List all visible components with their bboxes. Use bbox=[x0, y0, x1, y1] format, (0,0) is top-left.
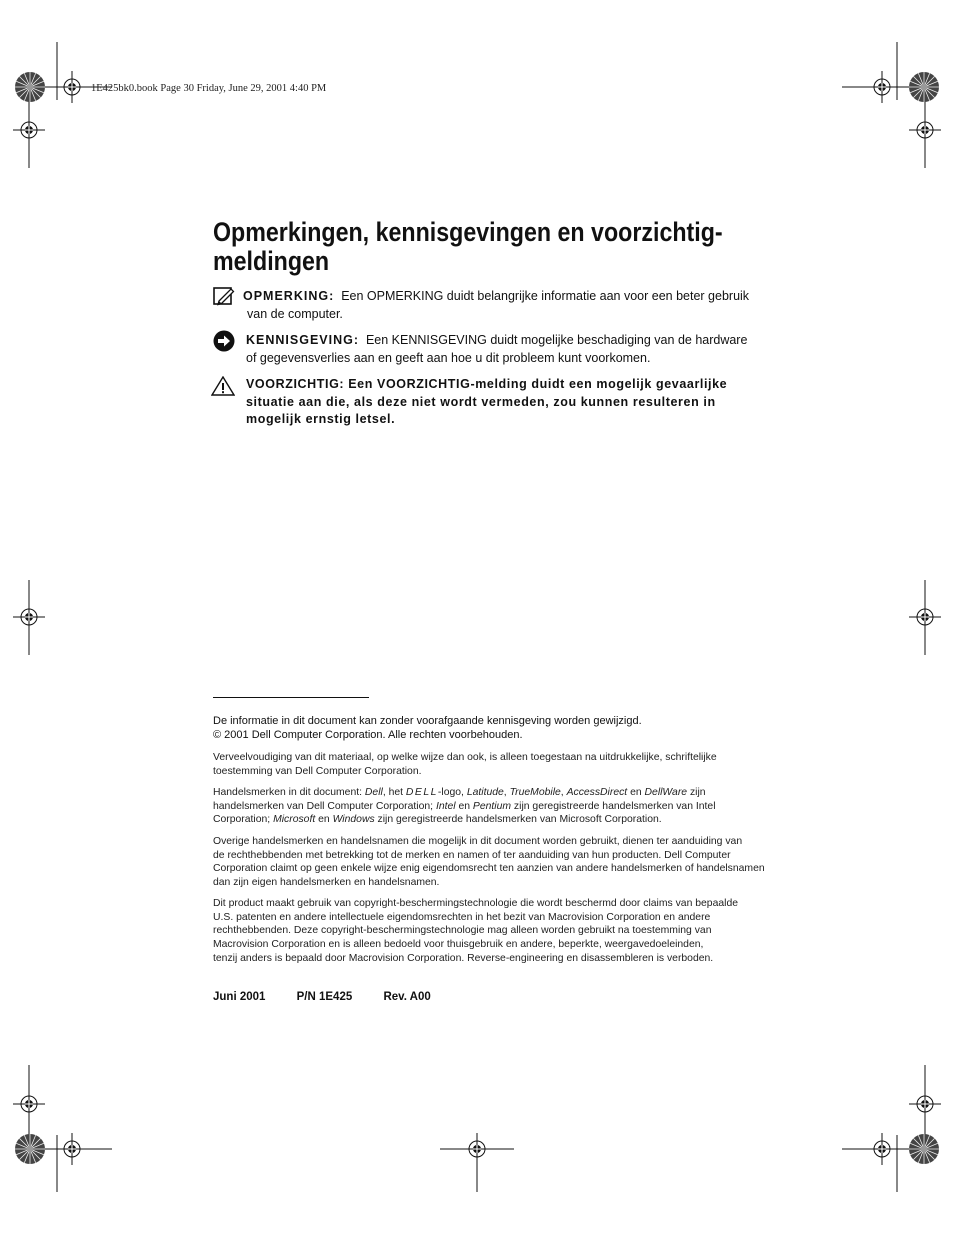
tm-microsoft: Microsoft bbox=[273, 814, 316, 826]
tm-text: , het bbox=[382, 787, 406, 798]
reproduction-line-1: Verveelvoudiging van dit materiaal, op welke wijze dan ook, is alleen toegestaan na uitdrukkelijke, schriftelijke bbox=[213, 752, 717, 763]
copyright-line: © 2001 Dell Computer Corporation. Alle rechten voorbehouden. bbox=[213, 728, 523, 741]
copy-protection-line-1: Dit product maakt gebruik van copyright-beschermingstechnologie die wordt beschermd door claims van bepaalde bbox=[213, 898, 739, 909]
tm-text: -logo, bbox=[437, 787, 467, 798]
tm-text: en bbox=[315, 814, 333, 826]
footer-part-number: P/N 1E425 bbox=[296, 991, 353, 1003]
trademarks-line-1 bbox=[213, 786, 813, 800]
tm-pentium: Pentium bbox=[472, 800, 512, 812]
copy-protection-line-3: rechthebbenden. Deze copyright-beschermingstechnologie mag alleen worden gebruikt na toestemming van bbox=[213, 925, 712, 937]
reproduction-notice bbox=[213, 751, 813, 778]
footer-date: Juni 2001 bbox=[213, 991, 266, 1003]
caution-voorzichtig bbox=[213, 376, 793, 429]
copy-protection-line-4: Macrovision Corporation en is alleen bedoeld voor thuisgebruik en andere, beperkte, weergavedoeleinden, bbox=[213, 939, 704, 951]
tm-text: zijn geregistreerde handelsmerken van Intel bbox=[511, 800, 716, 812]
note-label: OPMERKING: bbox=[243, 289, 335, 303]
tm-intel: Intel bbox=[435, 800, 456, 812]
tm-text: zijn geregistreerde handelsmerken van Microsoft Corporation. bbox=[374, 814, 662, 826]
tm-text: en bbox=[627, 787, 645, 798]
footer-revision: Rev. A00 bbox=[383, 991, 431, 1003]
caution-text-line-1: VOORZICHTIG: Een VOORZICHTIG-melding duidt een mogelijk gevaarlijke bbox=[246, 377, 728, 391]
tm-text: Corporation; bbox=[213, 814, 274, 826]
note-text-line-2: van de computer. bbox=[247, 306, 343, 321]
other-trademarks-notice bbox=[213, 835, 813, 890]
trademarks-line-3 bbox=[213, 813, 813, 827]
caution-text-line-3: mogelijk ernstig letsel. bbox=[246, 412, 396, 426]
copy-protection-line-2: U.S. patenten en andere intellectuele eigendomsrechten in het bezit van Macrovision Corporation en andere bbox=[213, 911, 711, 923]
page-title bbox=[213, 218, 746, 276]
info-change-notice: De informatie in dit document kan zonder voorafgaande kennisgeving worden gewijzigd. bbox=[213, 715, 642, 727]
warning-triangle-icon bbox=[211, 376, 235, 396]
tm-text: en bbox=[455, 800, 473, 812]
notice-text-line-1: Een KENNISGEVING duidt mogelijke beschadiging van de hardware bbox=[365, 333, 748, 347]
footnote-divider bbox=[213, 697, 369, 698]
tm-dell: Dell bbox=[364, 787, 383, 798]
trademarks-line-2 bbox=[213, 800, 813, 814]
other-tm-line-3: Corporation claimt op geen enkele wijze enig eigendomsrecht ten aanzien van andere handelsmerken of handelsnamen bbox=[213, 863, 765, 875]
note-opmerking bbox=[213, 288, 793, 323]
tm-latitude: Latitude bbox=[466, 787, 504, 798]
other-tm-line-2: de rechthebbenden met betrekking tot de merken en namen of ter aanduiding van hun producten. Dell Computer bbox=[213, 849, 731, 861]
tm-text: , bbox=[560, 787, 567, 798]
caution-text-line-2: situatie aan die, als deze niet wordt vermeden, zou kunnen resulteren in bbox=[246, 394, 716, 409]
copy-protection-line-5: tenzij anders is bepaald door Macrovision Corporation. Reverse-engineering en disassembleren is verboden. bbox=[213, 952, 714, 964]
print-header: 1E425bk0.book Page 30 Friday, June 29, 2001 4:40 PM bbox=[91, 83, 327, 94]
arrow-circle-icon bbox=[213, 330, 235, 352]
tm-dellware: DellWare bbox=[644, 787, 688, 798]
trademarks-notice bbox=[213, 786, 813, 827]
tm-text: handelsmerken van Dell Computer Corporation; bbox=[213, 800, 436, 812]
notice-kennisgeving bbox=[213, 332, 793, 367]
other-tm-line-1: Overige handelsmerken en handelsnamen die mogelijk in dit document worden gebruikt, dienen ter aanduiding van bbox=[213, 836, 743, 847]
tm-windows: Windows bbox=[332, 814, 375, 826]
legal-info bbox=[213, 715, 813, 742]
page-title-line-1: Opmerkingen, kennisgevingen en voorzichtig- bbox=[213, 217, 723, 247]
tm-text: , bbox=[503, 787, 510, 798]
notice-text-line-2: of gegevensverlies aan en geeft aan hoe u dit probleem kunt voorkomen. bbox=[246, 350, 651, 365]
page-title-line-2: meldingen bbox=[213, 246, 330, 276]
tm-text: Handelsmerken in dit document: bbox=[213, 787, 365, 798]
tm-dell-logo: DELL bbox=[405, 787, 438, 798]
tm-accessdirect: AccessDirect bbox=[566, 787, 628, 798]
tm-truemobile: TrueMobile bbox=[509, 787, 561, 798]
other-tm-line-4: dan zijn eigen handelsmerken en handelsnamen. bbox=[213, 877, 440, 889]
reproduction-line-2: toestemming van Dell Computer Corporation. bbox=[213, 765, 422, 777]
note-text-line-1: Een OPMERKING duidt belangrijke informatie aan voor een beter gebruik bbox=[341, 289, 750, 303]
tm-text: zijn bbox=[687, 787, 706, 798]
copy-protection-notice bbox=[213, 897, 813, 966]
document-footer bbox=[213, 991, 459, 1003]
notice-label: KENNISGEVING: bbox=[246, 333, 360, 347]
pencil-note-icon bbox=[213, 287, 235, 307]
